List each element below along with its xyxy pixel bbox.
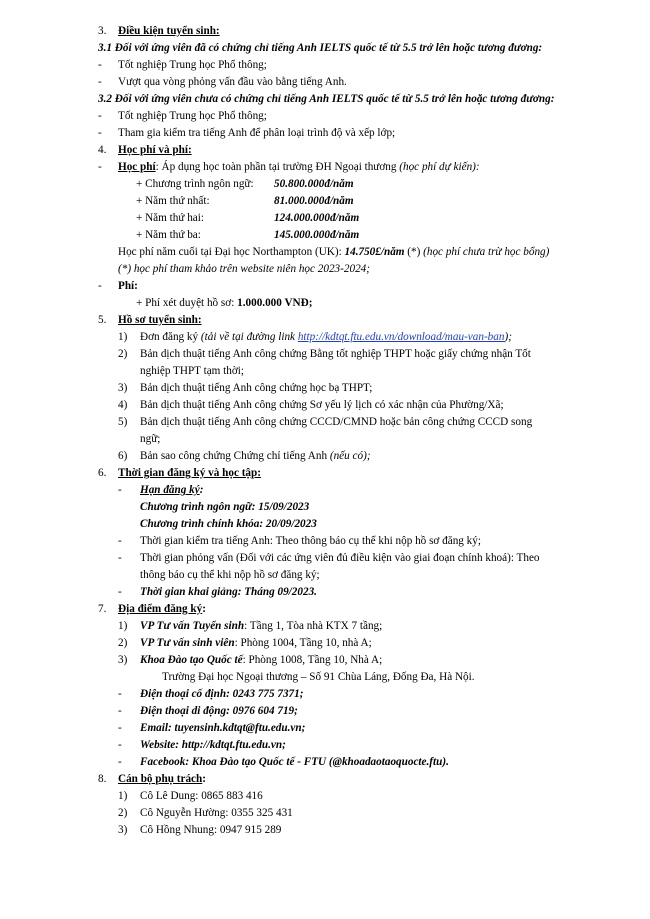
document-item: [140, 449, 371, 463]
section-6-heading: Thời gian đăng ký và học tập:: [118, 467, 261, 479]
bullet-dash: -: [98, 110, 102, 122]
section-7-heading: [118, 602, 206, 616]
document-item: [140, 330, 512, 344]
location-item: [140, 619, 382, 633]
bullet-dash: -: [118, 688, 122, 700]
section-4-heading: Học phí và phí:: [118, 144, 192, 156]
list-item: Tốt nghiệp Trung học Phổ thông;: [118, 59, 267, 71]
contact-website[interactable]: Website: http://kdtqt.ftu.edu.vn;: [140, 739, 286, 751]
location-text: : Phòng 1004, Tầng 10, nhà A;: [234, 637, 372, 649]
bullet-dash: -: [118, 722, 122, 734]
document-item-end: );: [504, 331, 512, 343]
section-6-number: 6.: [98, 467, 107, 479]
final-year-note: (học phí chưa trừ học bổng): [423, 246, 550, 258]
section-3-heading: Điều kiện tuyển sinh:: [118, 25, 220, 37]
contact-person: Cô Nguyễn Hường: 0355 325 431: [140, 807, 293, 819]
section-8-heading: [118, 772, 206, 786]
section-7-number: 7.: [98, 603, 107, 615]
location-text: : Phòng 1008, Tầng 10, Nhà A;: [242, 654, 383, 666]
phone-mobile: Điện thoại di động: 0976 604 719;: [140, 705, 298, 717]
document-item-continued: ngữ;: [140, 433, 161, 445]
bullet-dash: -: [98, 161, 102, 173]
list-number: 3): [118, 382, 128, 394]
bullet-dash: -: [118, 756, 122, 768]
bullet-dash: -: [98, 127, 102, 139]
bullet-dash: -: [118, 535, 122, 547]
document-item-text: Đơn đăng ký: [140, 331, 201, 343]
deadline-colon: :: [199, 484, 204, 496]
fee-row-label: + Năm thứ nhất:: [136, 195, 210, 207]
document-item-note: (tải về tại đường link: [200, 331, 298, 343]
interview-time: Thời gian phỏng vấn (Đối với các ứng viên đủ điều kiện vào giai đoạn chính khoá): Theo: [140, 552, 540, 564]
section-8-heading-colon: :: [202, 773, 206, 785]
final-year-text: Học phí năm cuối tại Đại học Northampton (UK):: [118, 246, 345, 258]
contact-person: Cô Hồng Nhung: 0947 915 289: [140, 824, 282, 836]
fee-row-label: + Năm thứ ba:: [136, 229, 201, 241]
list-number: 5): [118, 416, 128, 428]
fee-row-label: + Chương trình ngôn ngữ:: [136, 178, 254, 190]
document-item: Bản dịch thuật tiếng Anh công chứng học bạ THPT;: [140, 382, 373, 394]
list-number: 4): [118, 399, 128, 411]
list-number: 2): [118, 807, 128, 819]
deadline-language: Chương trình ngôn ngữ: 15/09/2023: [140, 501, 310, 513]
bullet-dash: -: [118, 739, 122, 751]
opening-time: Thời gian khai giảng: Tháng 09/2023.: [140, 586, 317, 598]
list-number: 2): [118, 348, 128, 360]
list-number: 3): [118, 824, 128, 836]
section-5-heading: Hồ sơ tuyển sinh:: [118, 314, 202, 326]
document-item-continued: nghiệp THPT tạm thời;: [140, 365, 245, 377]
reference-note: (*) học phí tham khảo trên website niên học 2023-2024;: [118, 263, 370, 275]
section-8-number: 8.: [98, 773, 107, 785]
contact-person: Cô Lê Dung: 0865 883 416: [140, 790, 263, 802]
location-label: VP Tư vấn sinh viên: [140, 637, 235, 649]
location-label: VP Tư vấn Tuyển sinh: [140, 620, 245, 632]
document-item: Bản dịch thuật tiếng Anh công chứng CCCD/CMND hoặc bản công chứng CCCD song: [140, 416, 533, 428]
list-item: Tốt nghiệp Trung học Phổ thông;: [118, 110, 267, 122]
fee-row-value: 145.000.000đ/năm: [274, 229, 360, 241]
list-item: Tham gia kiểm tra tiếng Anh để phân loại trình độ và xếp lớp;: [118, 127, 396, 139]
final-year-mark: (*): [404, 246, 424, 258]
tuition-line: [118, 160, 480, 174]
list-item: Vượt qua vòng phỏng vấn đầu vào bằng tiếng Anh.: [118, 76, 347, 88]
fee-row-value: 50.800.000đ/năm: [274, 178, 354, 190]
bullet-dash: -: [118, 586, 122, 598]
section-4-number: 4.: [98, 144, 107, 156]
section-3-number: 3.: [98, 25, 107, 37]
location-label: Khoa Đào tạo Quốc tế: [140, 654, 243, 666]
section-3-1-heading: 3.1 Đối với ứng viên đã có chứng chỉ tiếng Anh IELTS quốc tế từ 5.5 trở lên hoặc tương đương:: [98, 42, 543, 54]
application-fee: [136, 296, 312, 310]
section-8-heading-text: Cán bộ phụ trách: [118, 773, 203, 785]
document-item: Bản dịch thuật tiếng Anh công chứng Bằng tốt nghiệp THPT hoặc giấy chứng nhận Tốt: [140, 348, 531, 360]
list-number: 2): [118, 637, 128, 649]
tuition-label: Học phí: [118, 161, 156, 173]
download-link[interactable]: http://kdtqt.ftu.edu.vn/download/mau-van-ban: [297, 331, 505, 343]
bullet-dash: -: [98, 280, 102, 292]
interview-time-continued: thông báo cụ thể khi nộp hồ sơ đăng ký;: [140, 569, 320, 581]
location-item: [140, 653, 382, 667]
bullet-dash: -: [118, 552, 122, 564]
section-7-heading-text: Địa điểm đăng ký: [118, 603, 203, 615]
section-7-heading-colon: :: [202, 603, 206, 615]
final-year-value: 14.750£/năm: [344, 246, 405, 258]
location-text: : Tầng 1, Tòa nhà KTX 7 tầng;: [244, 620, 383, 632]
fee-row-label: + Năm thứ hai:: [136, 212, 204, 224]
bullet-dash: -: [118, 705, 122, 717]
section-3-2-heading: 3.2 Đối với ứng viên chưa có chứng chỉ tiếng Anh IELTS quốc tế từ 5.5 trở lên hoặc tương đương:: [98, 93, 555, 105]
contact-facebook[interactable]: Facebook: Khoa Đào tạo Quốc tế - FTU (@khoadaotaoquocte.ftu).: [140, 756, 449, 768]
application-fee-value: 1.000.000 VNĐ;: [237, 297, 313, 309]
list-number: 1): [118, 331, 128, 343]
section-5-number: 5.: [98, 314, 107, 326]
tuition-note: (học phí dự kiến):: [399, 161, 480, 173]
application-fee-label: + Phí xét duyệt hồ sơ:: [136, 297, 238, 309]
university-address: Trường Đại học Ngoại thương – Số 91 Chùa Láng, Đống Đa, Hà Nội.: [162, 671, 475, 683]
bullet-dash: -: [118, 484, 122, 496]
bullet-dash: -: [98, 59, 102, 71]
contact-email[interactable]: Email: tuyensinh.kdtqt@ftu.edu.vn;: [140, 722, 306, 734]
location-item: [140, 636, 372, 650]
test-time: Thời gian kiểm tra tiếng Anh: Theo thông báo cụ thể khi nộp hồ sơ đăng ký;: [140, 535, 481, 547]
fee-section-label: Phí:: [118, 280, 138, 292]
final-year-fee: [118, 245, 549, 259]
document-item-text: Bản sao công chứng Chứng chỉ tiếng Anh: [140, 450, 330, 462]
phone-fixed: Điện thoại cố định: 0243 775 7371;: [140, 688, 304, 700]
list-number: 1): [118, 620, 128, 632]
document-item-note: (nếu có);: [329, 450, 371, 462]
list-number: 6): [118, 450, 128, 462]
deadline-main: Chương trình chính khóa: 20/09/2023: [140, 518, 317, 530]
document-item: Bản dịch thuật tiếng Anh công chứng Sơ yếu lý lịch có xác nhận của Phường/Xã;: [140, 399, 504, 411]
tuition-text: : Áp dụng học toàn phần tại trường ĐH Ngoại thương: [155, 161, 400, 173]
bullet-dash: -: [98, 76, 102, 88]
fee-row-value: 81.000.000đ/năm: [274, 195, 354, 207]
list-number: 3): [118, 654, 128, 666]
fee-row-value: 124.000.000đ/năm: [274, 212, 360, 224]
deadline-label: Hạn đăng ký: [140, 484, 200, 496]
deadline-heading: [140, 483, 203, 497]
list-number: 1): [118, 790, 128, 802]
